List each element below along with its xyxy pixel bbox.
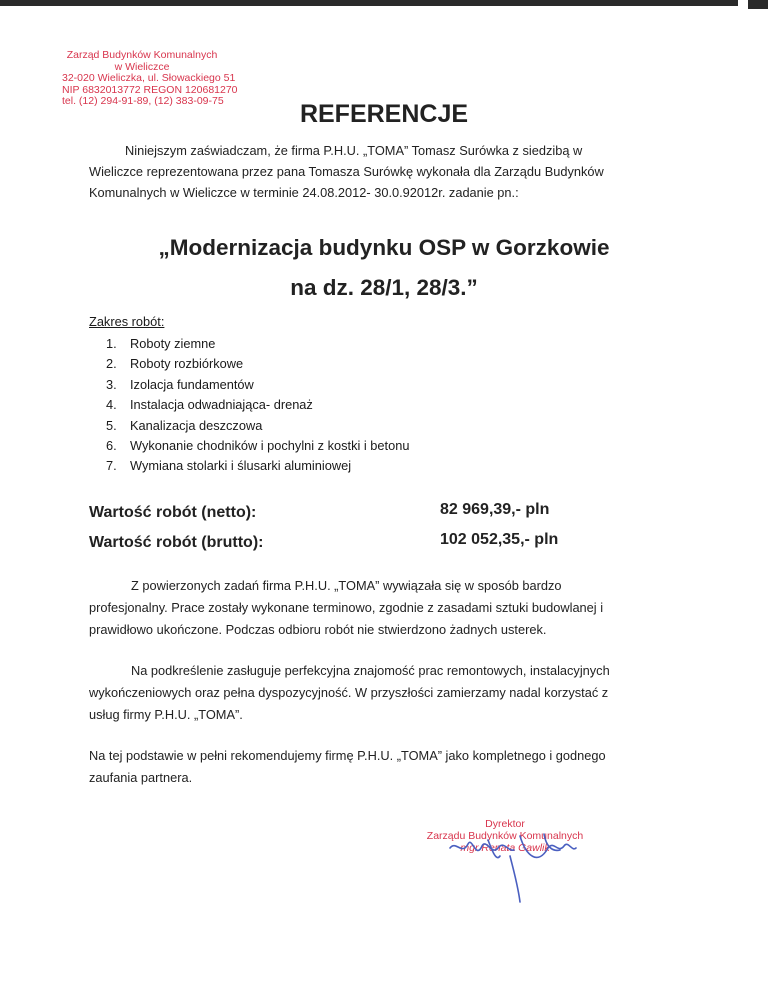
list-item: 1. Roboty ziemne	[106, 336, 216, 351]
intro-line-2: Wieliczce reprezentowana przez pana Tomasza Surówkę wykonała dla Zarządu Budynków	[89, 164, 604, 179]
para1-line-3: prawidłowo ukończone. Podczas odbioru robót nie stwierdzono żadnych usterek.	[89, 622, 547, 637]
scope-label: Zakres robót:	[89, 314, 165, 329]
scope-list	[106, 334, 409, 477]
list-item: 4. Instalacja odwadniająca- drenaż	[106, 397, 313, 413]
para2-line-2: wykończeniowych oraz pełna dyspozycyjność. W przyszłości zamierzamy nadal korzystać z	[89, 685, 609, 700]
project-title-line-2: na dz. 28/1, 28/3.”	[290, 275, 478, 300]
para1-line-1: Z powierzonych zadań firma P.H.U. „TOMA” wywiązała się w sposób bardzo	[131, 578, 562, 593]
stamp-line: w Wieliczce	[114, 60, 170, 73]
net-value-amount: 82 969,39,- pln	[440, 501, 550, 518]
stamp-line: 32-020 Wieliczka, ul. Słowackiego 51	[62, 72, 236, 84]
intro-line-1: Niniejszym zaświadczam, że firma P.H.U. „TOMA” Tomasz Surówka z siedzibą w	[125, 143, 583, 158]
list-item: 7. Wymiana stolarki i ślusarki aluminiowej	[106, 458, 352, 474]
stamp-line: Zarząd Budynków Komunalnych	[66, 49, 218, 61]
para2-line-1: Na podkreślenie zasługuje perfekcyjna znajomość prac remontowych, instalacyjnych	[131, 663, 610, 678]
stamp-line: NIP 6832013772 REGON 120681270	[62, 83, 238, 96]
list-item: 6. Wykonanie chodników i pochylni z kostki i betonu	[106, 437, 410, 453]
project-title-line-1: „Modernizacja budynku OSP w Gorzkowie	[158, 235, 610, 260]
gross-value-amount: 102 052,35,- pln	[440, 531, 559, 548]
net-value-label: Wartość robót (netto):	[89, 504, 257, 521]
document-title: REFERENCJE	[299, 100, 469, 128]
scan-top-border	[0, 0, 768, 6]
para3-line-1: Na tej podstawie w pełni rekomendujemy firmę P.H.U. „TOMA” jako kompletnego i godnego	[89, 748, 606, 763]
signature-org: Zarządu Budynków Komunalnych	[426, 830, 584, 842]
signature-role: Dyrektor	[485, 818, 525, 830]
list-item: 3. Izolacja fundamentów	[106, 376, 254, 392]
stamp-line: tel. (12) 294-91-89, (12) 383-09-75	[62, 95, 224, 107]
institution-stamp	[62, 50, 242, 108]
list-item: 2. Roboty rozbiórkowe	[106, 356, 244, 372]
para2-line-3: usług firmy P.H.U. „TOMA”.	[89, 707, 243, 722]
para1-line-2: profesjonalny. Prace zostały wykonane terminowo, zgodnie z zasadami sztuki budowlanej i	[89, 600, 604, 615]
intro-line-3: Komunalnych w Wieliczce w terminie 24.08.2012- 30.0.92012r. zadanie pn.:	[89, 185, 519, 200]
handwritten-signature	[448, 826, 588, 906]
list-item: 5. Kanalizacja deszczowa	[106, 417, 263, 433]
gross-value-label: Wartość robót (brutto):	[89, 534, 264, 551]
signature-name: mgr Renata Gawlik	[460, 842, 550, 854]
para3-line-2: zaufania partnera.	[89, 770, 193, 785]
scan-top-border-end	[748, 0, 768, 9]
